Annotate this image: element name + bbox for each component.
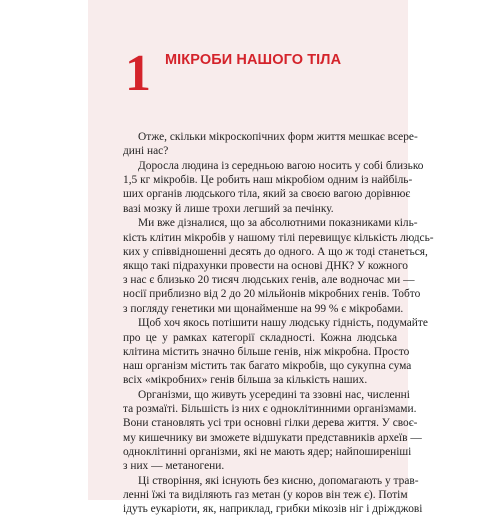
text-line: та розмаїті. Більшість із них є одноклітинними організмами.: [123, 403, 417, 416]
text-line: 1,5 кг мікробів. Це робить наш мікробіом одним із найбіль-: [123, 174, 413, 187]
paragraph: [123, 316, 428, 387]
text-line: з них — метаногени.: [123, 460, 225, 473]
text-line: всіх «мікробних» генів більша за кількість наших.: [123, 374, 368, 387]
text-line: про це у рамках категорії складності. Кожна людська: [123, 331, 397, 344]
text-line: ленні їжі та виділяють газ метан (у коров він теж є). Потім: [123, 489, 408, 502]
text-line: носії приблизно від 2 до 20 мільйонів мікробних генів. Тобто: [123, 288, 421, 301]
text-line: клітина містить значно більше генів, ніж мікробна. Просто: [123, 345, 410, 358]
chapter-number: 1: [125, 45, 151, 102]
text-line: наш організм містить так багато мікробів, що сукупна сума: [123, 360, 412, 373]
paragraph: [123, 388, 422, 473]
text-line: Вони становлять усі три основні гілки дерева життя. У своє-: [123, 417, 418, 430]
text-line: дині нас?: [123, 145, 169, 158]
text-line: Ці створіння, які існують без кисню, допомагають у трав-: [138, 474, 419, 487]
chapter-title: МІКРОБИ НАШОГО ТІЛА: [165, 52, 342, 68]
text-line: з нас є близько 20 тисяч людських генів, але водночас ми —: [123, 274, 415, 287]
paragraph: [123, 474, 423, 517]
text-line: якщо такі підрахунки провести на основі ДНК? У кожного: [123, 260, 408, 273]
text-line: му кишечнику ви зможете відшукати представників археїв —: [123, 431, 422, 444]
text-line: одноклітинні організми, які не мають ядер; найпоширеніші: [123, 445, 412, 458]
text-line: з погляду генетики ми щонайменше на 99 % є мікробами.: [123, 302, 404, 315]
text-line: Щоб хоч якось потішити нашу людську гідність, подумайте: [138, 317, 428, 330]
text-line: ідуть еукаріоти, як, наприклад, грибки мікозів ніг і дріжджові: [123, 503, 423, 516]
text-line: Ми вже дізналися, що за абсолютними показниками кіль-: [138, 217, 418, 230]
text-line: ших органів людського тіла, який за своєю вагою дорівнює: [123, 188, 411, 201]
text-line: ких у співвідношенні десять до одного. А що ж тоді станеться,: [123, 245, 428, 258]
chapter-body: [123, 130, 434, 517]
text-line: кість клітин мікробів у нашому тілі перевищує кількість людсь-: [123, 231, 434, 244]
text-line: вазі мозку й лише трохи легший за печінку.: [123, 202, 334, 215]
paragraph: [123, 130, 418, 158]
paragraph: [123, 216, 434, 315]
text-line: Доросла людина із середньою вагою носить у собі близько: [138, 160, 424, 172]
paragraph: [123, 159, 424, 216]
text-line: Організми, що живуть усередині та ззовні нас, численні: [138, 389, 410, 402]
text-line: Отже, скільки мікроскопічних форм життя мешкає всере-: [138, 131, 418, 143]
